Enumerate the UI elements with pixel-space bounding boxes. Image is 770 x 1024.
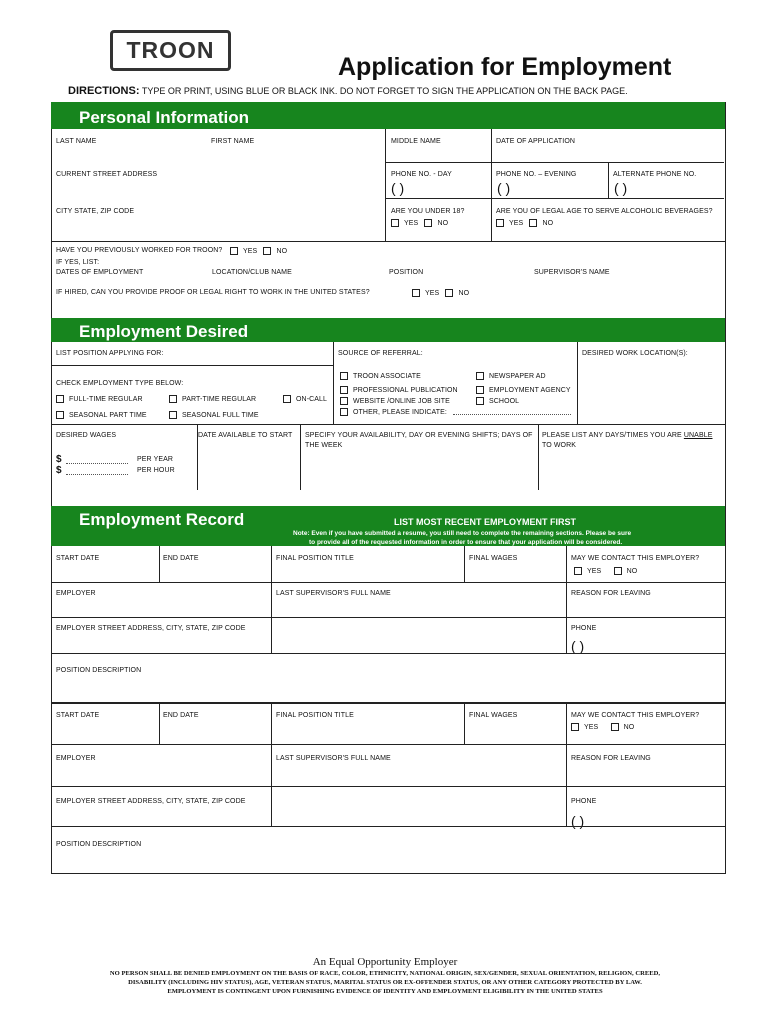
on-call-label: ON-CALL	[296, 395, 328, 403]
employment-record-bar	[51, 506, 725, 546]
alt-phone-field[interactable]: ( )	[614, 180, 628, 196]
no-label: NO	[458, 289, 470, 297]
professional-pub-label: PROFESSIONAL PUBLICATION	[353, 386, 458, 394]
legal-age-no-checkbox[interactable]	[529, 219, 537, 227]
city-state-zip-label: CITY STATE, ZIP CODE	[56, 208, 135, 215]
dollar-sign: $	[56, 454, 62, 465]
phone-day-label: PHONE NO. - DAY	[391, 171, 452, 178]
full-time-label: FULL-TIME REGULAR	[69, 395, 143, 403]
first-name-label: FIRST NAME	[211, 138, 255, 145]
part-time-option	[169, 395, 256, 403]
on-call-option	[283, 395, 327, 403]
employer-address-label: EMPLOYER STREET ADDRESS, CITY, STATE, ZIP CODE	[56, 625, 246, 632]
may-contact-options	[571, 723, 634, 731]
divider	[538, 424, 539, 490]
proof-label: IF HIRED, CAN YOU PROVIDE PROOF OR LEGAL RIGHT TO WORK IN THE UNITED STATES?	[56, 289, 370, 296]
availability-label-2: THE WEEK	[305, 442, 343, 449]
proof-no-checkbox[interactable]	[445, 289, 453, 297]
full-time-checkbox[interactable]	[56, 395, 64, 403]
school-label: SCHOOL	[489, 397, 520, 405]
professional-pub-checkbox[interactable]	[340, 386, 348, 394]
if-yes-label: IF YES, LIST:	[56, 259, 100, 266]
end-date-label: END DATE	[163, 555, 199, 562]
contact-yes-checkbox[interactable]	[574, 567, 582, 575]
last-supervisor-label: LAST SUPERVISOR'S FULL NAME	[276, 755, 391, 762]
last-name-label: LAST NAME	[56, 138, 97, 145]
other-checkbox[interactable]	[340, 408, 348, 416]
may-contact-label: MAY WE CONTACT THIS EMPLOYER?	[571, 712, 700, 719]
divider	[608, 162, 609, 198]
seasonal-part-option	[56, 411, 147, 419]
troon-associate-label: TROON ASSOCIATE	[353, 372, 421, 380]
yes-label: YES	[584, 723, 599, 731]
divider	[51, 617, 725, 618]
under-18-options	[391, 219, 448, 227]
date-application-label: DATE OF APPLICATION	[496, 138, 576, 145]
school-checkbox[interactable]	[476, 397, 484, 405]
employment-record-heading: Employment Record	[79, 510, 245, 529]
position-applying-label: LIST POSITION APPLYING FOR:	[56, 350, 164, 357]
yes-label: YES	[509, 219, 524, 227]
no-label: NO	[623, 723, 635, 731]
newspaper-label: NEWSPAPER AD	[489, 372, 546, 380]
worked-troon-yes-checkbox[interactable]	[230, 247, 238, 255]
logo-text: TROON	[126, 37, 215, 63]
on-call-checkbox[interactable]	[283, 395, 291, 403]
desired-wages-label: DESIRED WAGES	[56, 432, 117, 439]
employer-address-label: EMPLOYER STREET ADDRESS, CITY, STATE, ZIP CODE	[56, 798, 246, 805]
employer-phone-field[interactable]: ( )	[571, 813, 585, 829]
divider	[51, 424, 725, 425]
phone-label: PHONE	[571, 798, 597, 805]
divider	[566, 546, 567, 653]
employment-desired-bar	[51, 318, 725, 342]
may-contact-label: MAY WE CONTACT THIS EMPLOYER?	[571, 555, 700, 562]
no-label: NO	[437, 219, 449, 227]
other-blank[interactable]	[453, 414, 571, 415]
divider	[385, 198, 724, 199]
position-description-label: POSITION DESCRIPTION	[56, 667, 142, 674]
position-description-label: POSITION DESCRIPTION	[56, 841, 142, 848]
eeo-statement: An Equal Opportunity Employer	[312, 956, 458, 968]
no-label: NO	[542, 219, 554, 227]
final-position-label: FINAL POSITION TITLE	[276, 555, 354, 562]
source-referral-label: SOURCE OF REFERRAL:	[338, 350, 423, 357]
record-note-1: Note: Even if you have submitted a resume, you still need to complete the remaining sections. Please be sure	[293, 530, 632, 537]
divider	[51, 786, 725, 787]
divider	[271, 546, 272, 653]
unable-word: UNABLE	[683, 432, 713, 439]
unable-label-2: TO WORK	[542, 442, 577, 449]
directions	[68, 86, 628, 97]
school-option	[476, 397, 519, 405]
full-time-option	[56, 395, 143, 403]
per-hour-label: PER HOUR	[137, 467, 175, 474]
under-18-yes-checkbox[interactable]	[391, 219, 399, 227]
unable-label	[542, 432, 713, 439]
phone-label: PHONE	[571, 625, 597, 632]
final-wages-label: FINAL WAGES	[469, 712, 518, 719]
personal-info-bar	[51, 102, 725, 129]
other-label: OTHER, PLEASE INDICATE:	[353, 408, 447, 416]
start-date-label: START DATE	[56, 555, 100, 562]
divider	[271, 703, 272, 826]
desired-location-label: DESIRED WORK LOCATION(S):	[582, 350, 688, 357]
agency-label: EMPLOYMENT AGENCY	[489, 386, 571, 394]
page-title: Application for Employment	[338, 53, 672, 81]
alt-phone-label: ALTERNATE PHONE NO.	[613, 171, 697, 178]
divider	[159, 546, 160, 582]
supervisor-label: SUPERVISOR'S NAME	[534, 269, 610, 276]
availability-label: SPECIFY YOUR AVAILABILITY, DAY OR EVENING SHIFTS; DAYS OF	[305, 432, 533, 439]
directions-label: DIRECTIONS:	[68, 85, 140, 97]
seasonal-part-checkbox[interactable]	[56, 411, 64, 419]
footer-line-2: DISABILITY (INCLUDING HIV STATUS), AGE, VETERAN STATUS, MARITAL STATUS OR EX-OFFENDER STATUS, OR ANY OTHER CATEGORY PROTECTED BY LAW.	[128, 979, 642, 986]
contact-yes-checkbox[interactable]	[571, 723, 579, 731]
worked-troon-options	[230, 247, 287, 255]
agency-checkbox[interactable]	[476, 386, 484, 394]
employer-label: EMPLOYER	[56, 755, 96, 762]
contact-no-checkbox[interactable]	[611, 723, 619, 731]
wage-hour-blank[interactable]	[66, 474, 128, 475]
troon-associate-checkbox[interactable]	[340, 372, 348, 380]
phone-evening-label: PHONE NO. – EVENING	[496, 171, 577, 178]
seasonal-full-checkbox[interactable]	[169, 411, 177, 419]
divider	[464, 546, 465, 582]
contact-no-checkbox[interactable]	[614, 567, 622, 575]
unable-prefix: PLEASE LIST ANY DAYS/TIMES YOU ARE	[542, 432, 684, 439]
dates-employment-label: DATES OF EMPLOYMENT	[56, 269, 144, 276]
final-wages-label: FINAL WAGES	[469, 555, 518, 562]
part-time-checkbox[interactable]	[169, 395, 177, 403]
divider	[51, 702, 725, 704]
footer-line-1: NO PERSON SHALL BE DENIED EMPLOYMENT ON THE BASIS OF RACE, COLOR, ETHNICITY, NATIONAL ORIGIN, SEX/GENDER, SEXUAL ORIENTATION, RELIGION, CREED,	[109, 970, 661, 977]
date-available-label: DATE AVAILABLE TO START	[198, 432, 293, 439]
part-time-label: PART-TIME REGULAR	[182, 395, 257, 403]
divider	[464, 703, 465, 744]
may-contact-options	[574, 567, 637, 575]
divider	[51, 826, 725, 827]
list-recent-label: LIST MOST RECENT EMPLOYMENT FIRST	[394, 517, 576, 527]
phone-evening-field[interactable]: ( )	[497, 180, 511, 196]
yes-label: YES	[425, 289, 440, 297]
no-label: NO	[626, 567, 638, 575]
yes-label: YES	[587, 567, 602, 575]
seasonal-full-option	[169, 411, 259, 419]
under-18-label: ARE YOU UNDER 18?	[391, 208, 465, 215]
worked-troon-no-checkbox[interactable]	[263, 247, 271, 255]
legal-age-label: ARE YOU OF LEGAL AGE TO SERVE ALCOHOLIC BEVERAGES?	[496, 208, 713, 215]
legal-age-options	[496, 219, 553, 227]
proof-yes-checkbox[interactable]	[412, 289, 420, 297]
employer-phone-field[interactable]: ( )	[571, 638, 585, 654]
yes-label: YES	[243, 247, 258, 255]
final-position-label: FINAL POSITION TITLE	[276, 712, 354, 719]
divider	[333, 342, 334, 424]
end-date-label: END DATE	[163, 712, 199, 719]
divider	[51, 241, 725, 242]
divider	[51, 582, 725, 583]
agency-option	[476, 386, 571, 394]
under-18-no-checkbox[interactable]	[424, 219, 432, 227]
website-checkbox[interactable]	[340, 397, 348, 405]
newspaper-checkbox[interactable]	[476, 372, 484, 380]
professional-pub-option	[340, 386, 458, 394]
no-label: NO	[276, 247, 288, 255]
wage-year-blank[interactable]	[66, 463, 128, 464]
reason-leaving-label: REASON FOR LEAVING	[571, 755, 651, 762]
divider	[566, 703, 567, 826]
last-supervisor-label: LAST SUPERVISOR'S FULL NAME	[276, 590, 391, 597]
other-option	[340, 408, 447, 416]
worked-troon-label: HAVE YOU PREVIOUSLY WORKED FOR TROON?	[56, 247, 223, 254]
divider	[159, 703, 160, 744]
employer-label: EMPLOYER	[56, 590, 96, 597]
proof-options	[412, 289, 469, 297]
divider	[51, 365, 333, 366]
position-label: POSITION	[389, 269, 424, 276]
divider	[385, 162, 724, 163]
divider	[577, 342, 578, 424]
newspaper-option	[476, 372, 546, 380]
start-date-label: START DATE	[56, 712, 100, 719]
middle-name-label: MIDDLE NAME	[391, 138, 441, 145]
record-note-2: to provide all of the requested information in order to ensure that your application will be considered.	[309, 539, 623, 546]
divider	[51, 653, 725, 654]
yes-label: YES	[404, 219, 419, 227]
phone-day-field[interactable]: ( )	[391, 180, 405, 196]
seasonal-part-label: SEASONAL PART TIME	[69, 411, 147, 419]
check-type-label: CHECK EMPLOYMENT TYPE BELOW:	[56, 380, 184, 387]
divider	[51, 744, 725, 745]
divider	[385, 129, 386, 241]
employment-desired-heading: Employment Desired	[79, 322, 249, 341]
directions-text: TYPE OR PRINT, USING BLUE OR BLACK INK. DO NOT FORGET TO SIGN THE APPLICATION ON THE BACK PAGE.	[139, 86, 628, 96]
legal-age-yes-checkbox[interactable]	[496, 219, 504, 227]
divider	[491, 129, 492, 241]
per-year-label: PER YEAR	[137, 456, 174, 463]
reason-leaving-label: REASON FOR LEAVING	[571, 590, 651, 597]
divider	[300, 424, 301, 490]
footer-line-3: EMPLOYMENT IS CONTINGENT UPON FURNISHING EVIDENCE OF IDENTITY AND EMPLOYMENT ELIGIBILITY IN THE UNITED STATES	[167, 988, 603, 995]
seasonal-full-label: SEASONAL FULL TIME	[182, 411, 259, 419]
personal-info-heading: Personal Information	[79, 108, 250, 127]
divider	[197, 424, 198, 490]
street-address-label: CURRENT STREET ADDRESS	[56, 171, 158, 178]
website-option	[340, 397, 450, 405]
dollar-sign: $	[56, 465, 62, 476]
troon-associate-option	[340, 372, 421, 380]
troon-logo	[110, 30, 231, 71]
location-label: LOCATION/CLUB NAME	[212, 269, 292, 276]
website-label: WEBSITE /ONLINE JOB SITE	[353, 397, 450, 405]
